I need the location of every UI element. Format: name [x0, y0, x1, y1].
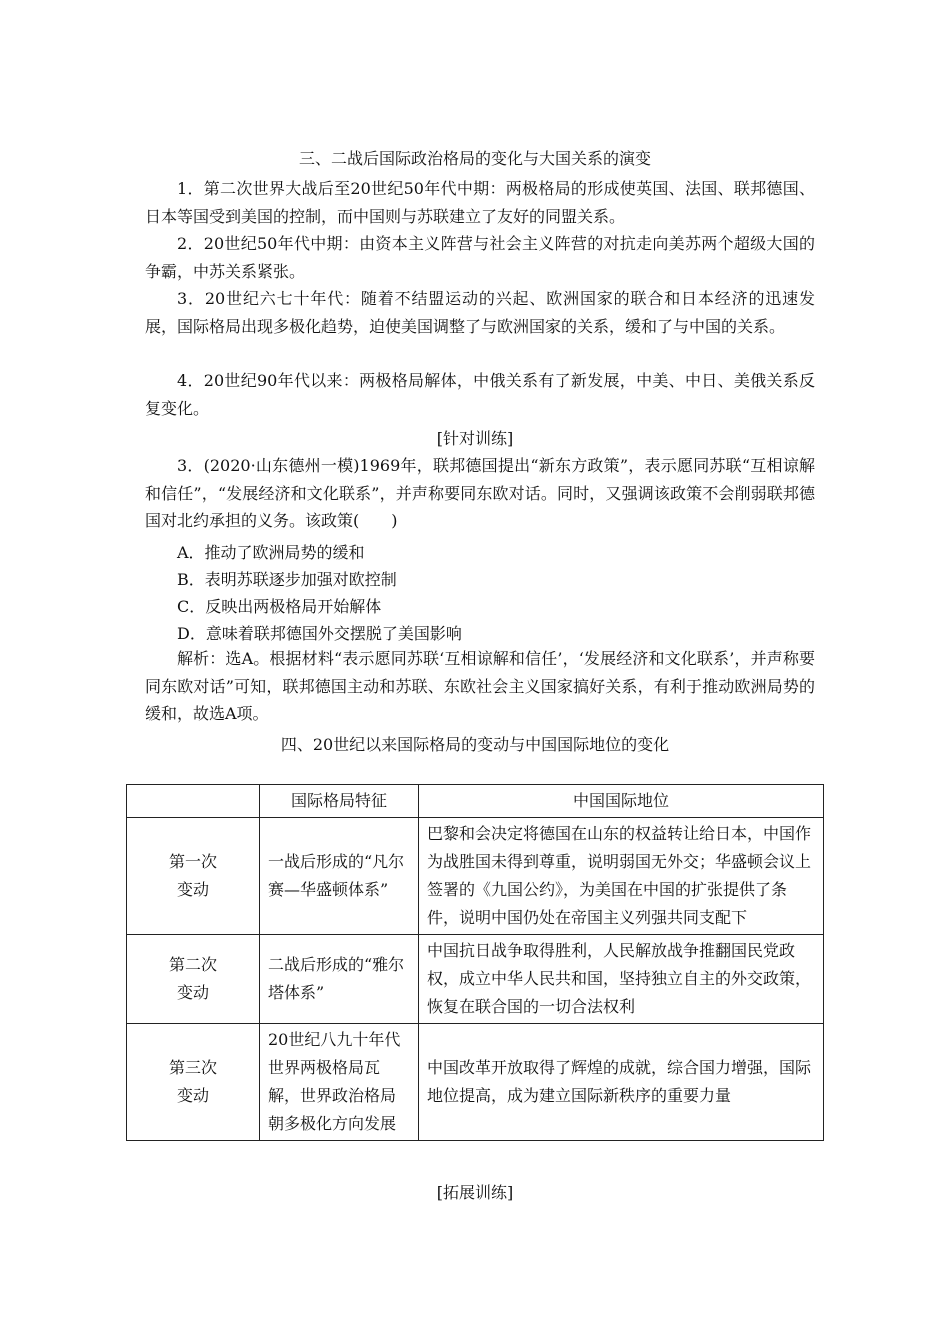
section-4-title: 四、20世纪以来国际格局的变动与中国国际地位的变化	[280, 735, 670, 754]
option-a: A．推动了欧洲局势的缓和	[177, 543, 365, 562]
header-feature: 国际格局特征	[260, 785, 419, 818]
table-row	[127, 935, 824, 1024]
row-2-label: 第二次 变动	[127, 935, 260, 1024]
table-header-row	[127, 785, 824, 818]
table-row	[127, 1024, 824, 1141]
question-text: 3．(2020·山东德州一模)1969年，联邦德国提出“新东方政策”，表示愿同苏联“互相谅解和信任”，“发展经济和文化联系”，并声称要同东欧对话。同时，又强调该政策不会削弱联邦德国对北约承担的义务。该政策( )	[145, 456, 815, 530]
row-1-label: 第一次 变动	[127, 818, 260, 935]
row-3-status: 中国改革开放取得了辉煌的成就，综合国力增强，国际地位提高，成为建立国际新秩序的重要力量	[419, 1024, 824, 1141]
section-3-title: 三、二战后国际政治格局的变化与大国关系的演变	[298, 149, 651, 168]
row-3-feature: 20世纪八九十年代世界两极格局瓦解，世界政治格局朝多极化方向发展	[260, 1024, 419, 1141]
extension-label: [拓展训练]	[436, 1183, 514, 1202]
option-c: C．反映出两极格局开始解体	[177, 597, 382, 616]
row-1-feature: 一战后形成的“凡尔赛—华盛顿体系”	[260, 818, 419, 935]
point-1: 1．第二次世界大战后至20世纪50年代中期：两极格局的形成使英国、法国、联邦德国、日本等国受到美国的控制，而中国则与苏联建立了友好的同盟关系。	[145, 179, 815, 226]
analysis-text: 解析：选A。根据材料“表示愿同苏联‘互相谅解和信任’，‘发展经济和文化联系’，并声称要同东欧对话”可知，联邦德国主动和苏联、东欧社会主义国家搞好关系，有利于推动欧洲局势的缓和，故选A项。	[145, 649, 815, 723]
row-3-label: 第三次 变动	[127, 1024, 260, 1141]
header-status: 中国国际地位	[419, 785, 824, 818]
header-empty	[127, 785, 260, 818]
history-table	[126, 784, 824, 1141]
row-1-status: 巴黎和会决定将德国在山东的权益转让给日本，中国作为战胜国未得到尊重，说明弱国无外交；华盛顿会议上签署的《九国公约》，为美国在中国的扩张提供了条件，说明中国仍处在帝国主义列强共同支配下	[419, 818, 824, 935]
point-4: 4．20世纪90年代以来：两极格局解体，中俄关系有了新发展，中美、中日、美俄关系反复变化。	[145, 371, 815, 418]
training-label: [针对训练]	[436, 429, 514, 448]
row-2-status: 中国抗日战争取得胜利，人民解放战争推翻国民党政权，成立中华人民共和国，坚持独立自主的外交政策，恢复在联合国的一切合法权利	[419, 935, 824, 1024]
table-row	[127, 818, 824, 935]
option-b: B．表明苏联逐步加强对欧控制	[177, 570, 397, 589]
row-2-feature: 二战后形成的“雅尔塔体系”	[260, 935, 419, 1024]
point-2: 2．20世纪50年代中期：由资本主义阵营与社会主义阵营的对抗走向美苏两个超级大国的争霸，中苏关系紧张。	[145, 234, 815, 281]
option-d: D．意味着联邦德国外交摆脱了美国影响	[177, 624, 462, 643]
point-3: 3．20世纪六七十年代：随着不结盟运动的兴起、欧洲国家的联合和日本经济的迅速发展，国际格局出现多极化趋势，迫使美国调整了与欧洲国家的关系，缓和了与中国的关系。	[145, 289, 815, 336]
